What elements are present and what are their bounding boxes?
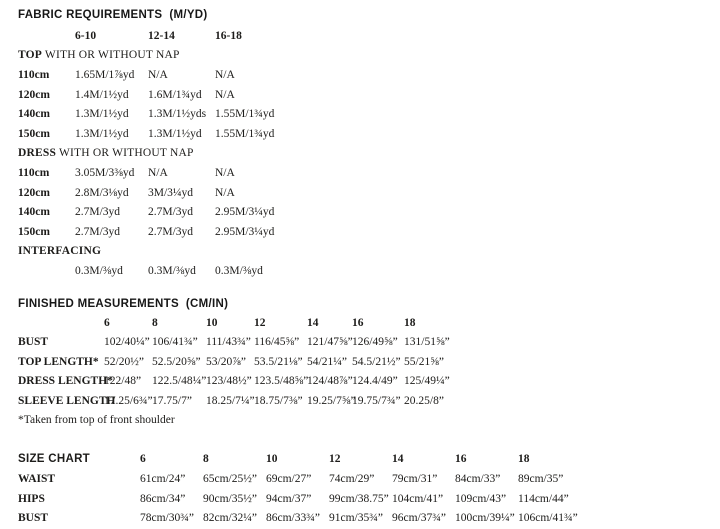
value-cell: 1.65M/1⅞yd <box>75 68 135 81</box>
row-label: 110cm <box>18 68 50 81</box>
size-header: 16 <box>455 453 467 466</box>
value-cell: N/A <box>215 186 235 199</box>
value-cell: 131/51⅝” <box>404 336 450 349</box>
empty-cell <box>18 261 75 281</box>
table-row <box>18 508 710 528</box>
value-cell: 123/48½” <box>206 375 252 388</box>
size-header-row <box>18 313 710 333</box>
value-cell: 20.25/8” <box>404 394 444 407</box>
value-cell: 84cm/33” <box>455 473 501 486</box>
garment-qualifier: WITH OR WITHOUT NAP <box>42 49 180 62</box>
value-cell: 78cm/30¾” <box>140 512 194 525</box>
size-header: 14 <box>392 453 404 466</box>
fabric-requirements-title: FABRIC REQUIREMENTS (M/YD) <box>18 9 208 21</box>
table-row <box>18 489 710 509</box>
value-cell: 69cm/27” <box>266 473 312 486</box>
value-cell: 3.05M/3⅜yd <box>75 166 135 179</box>
empty-cell <box>18 313 104 333</box>
value-cell: N/A <box>148 68 168 81</box>
garment-subheader-row <box>18 46 710 66</box>
size-range-header: 6-10 <box>75 29 97 42</box>
size-header: 18 <box>518 453 530 466</box>
fabric-requirements-table <box>18 26 710 281</box>
value-cell: N/A <box>215 88 235 101</box>
value-cell: 1.4M/1½yd <box>75 88 129 101</box>
value-cell: 3M/3¼yd <box>148 186 194 199</box>
row-label: HIPS <box>18 492 45 505</box>
size-header: 14 <box>307 316 319 329</box>
value-cell: 19.75/7¾” <box>352 394 401 407</box>
value-cell: 123.5/48⅝” <box>254 375 309 388</box>
size-header: 6 <box>140 453 146 466</box>
garment-qualifier: WITH OR WITHOUT NAP <box>56 147 194 160</box>
value-cell: 1.3M/1½yd <box>75 127 129 140</box>
size-header: 16 <box>352 316 364 329</box>
value-cell: 2.7M/3yd <box>148 225 194 238</box>
size-header: 18 <box>404 316 416 329</box>
size-header: 10 <box>266 453 278 466</box>
value-cell: 52/20½” <box>104 355 144 368</box>
size-range-header: 16-18 <box>215 29 242 42</box>
garment-name: INTERFACING <box>18 245 102 258</box>
size-range-header: 12-14 <box>148 29 175 42</box>
value-cell: 100cm/39¼” <box>455 512 515 525</box>
table-row <box>18 202 710 222</box>
value-cell: 89cm/35” <box>518 473 564 486</box>
value-cell: 126/49⅝” <box>352 336 398 349</box>
value-cell: 52.5/20⅝” <box>152 355 201 368</box>
value-cell: 2.7M/3yd <box>148 206 194 219</box>
size-header: 6 <box>104 316 110 329</box>
value-cell: 19.25/7⅝” <box>307 394 356 407</box>
value-cell: 125/49¼” <box>404 375 450 388</box>
value-cell: 54.5/21½” <box>352 355 401 368</box>
table-row <box>18 183 710 203</box>
value-cell: 65cm/25½” <box>203 473 257 486</box>
garment-name: DRESS <box>18 147 57 160</box>
finished-measurements-table <box>18 313 710 411</box>
value-cell: 124.4/49” <box>352 375 398 388</box>
value-cell: 99cm/38.75” <box>329 492 389 505</box>
value-cell: 1.3M/1½yds <box>148 108 207 121</box>
garment-name: TOP <box>18 49 43 62</box>
table-row <box>18 352 710 372</box>
table-row <box>18 469 710 489</box>
row-label: DRESS LENGTH* <box>18 375 113 388</box>
value-cell: 109cm/43” <box>455 492 507 505</box>
value-cell: 18.75/7⅜” <box>254 394 303 407</box>
table-row <box>18 163 710 183</box>
size-header-row <box>18 450 710 470</box>
size-header: 12 <box>329 453 341 466</box>
value-cell: 18.25/7¼” <box>206 394 255 407</box>
value-cell: 2.95M/3¼yd <box>215 225 275 238</box>
value-cell: 121/47⅝” <box>307 336 353 349</box>
value-cell: 86cm/34” <box>140 492 186 505</box>
dress-subheader <box>18 144 710 164</box>
value-cell: 1.6M/1¾yd <box>148 88 202 101</box>
row-label: TOP LENGTH* <box>18 355 99 368</box>
row-label: SLEEVE LENGTH <box>18 394 116 407</box>
value-cell: 102/40¼” <box>104 336 150 349</box>
value-cell: 106cm/41¾” <box>518 512 578 525</box>
value-cell: N/A <box>148 166 168 179</box>
value-cell: 104cm/41” <box>392 492 444 505</box>
value-cell: 116/45⅝” <box>254 336 300 349</box>
row-label: 120cm <box>18 88 50 101</box>
value-cell: 17.25/6¾” <box>104 394 153 407</box>
value-cell: 106/41¾” <box>152 336 198 349</box>
size-header: 10 <box>206 316 218 329</box>
table-row <box>18 124 710 144</box>
row-label: 140cm <box>18 206 50 219</box>
value-cell: 111/43¾” <box>206 336 251 349</box>
table-row <box>18 261 710 281</box>
value-cell: 2.95M/3¼yd <box>215 206 275 219</box>
row-label: 120cm <box>18 186 50 199</box>
row-label: BUST <box>18 336 49 349</box>
finished-measurements-title: FINISHED MEASUREMENTS (CM/IN) <box>18 297 229 310</box>
value-cell: 90cm/35½” <box>203 492 257 505</box>
row-label: 150cm <box>18 225 50 238</box>
value-cell: 114cm/44” <box>518 492 569 505</box>
value-cell: 94cm/37” <box>266 492 312 505</box>
table-row <box>18 332 710 352</box>
value-cell: 53.5/21⅛” <box>254 355 303 368</box>
value-cell: 1.55M/1¾yd <box>215 108 275 121</box>
size-header: 8 <box>152 316 158 329</box>
value-cell: 2.8M/3⅛yd <box>75 186 129 199</box>
value-cell: 124/48⅞” <box>307 375 353 388</box>
garment-subheader-row <box>18 242 710 262</box>
value-cell: N/A <box>215 68 235 81</box>
row-label: 110cm <box>18 166 50 179</box>
value-cell: 0.3M/⅜yd <box>215 264 263 277</box>
value-cell: 96cm/37¾” <box>392 512 446 525</box>
row-label: BUST <box>18 512 49 525</box>
row-label: 140cm <box>18 108 50 121</box>
value-cell: 79cm/31” <box>392 473 438 486</box>
size-chart-title: SIZE CHART <box>18 453 90 466</box>
value-cell: 0.3M/⅜yd <box>148 264 196 277</box>
value-cell: 2.7M/3yd <box>75 206 121 219</box>
top-subheader <box>18 46 710 66</box>
value-cell: 122/48” <box>104 375 142 388</box>
value-cell: 122.5/48¼” <box>152 375 207 388</box>
interfacing-subheader <box>18 242 710 262</box>
value-cell: 91cm/35¾” <box>329 512 383 525</box>
size-header: 12 <box>254 316 266 329</box>
value-cell: 2.7M/3yd <box>75 225 121 238</box>
value-cell: 86cm/33¾” <box>266 512 320 525</box>
value-cell: 61cm/24” <box>140 473 186 486</box>
empty-cell <box>18 26 75 46</box>
value-cell: 53/20⅞” <box>206 355 246 368</box>
value-cell: 54/21¼” <box>307 355 347 368</box>
row-label: WAIST <box>18 473 56 486</box>
value-cell: 1.3M/1½yd <box>75 108 129 121</box>
table-row <box>18 372 710 392</box>
table-row <box>18 65 710 85</box>
value-cell: 1.55M/1¾yd <box>215 127 275 140</box>
value-cell: 0.3M/⅜yd <box>75 264 123 277</box>
size-header-row <box>18 26 710 46</box>
table-row <box>18 85 710 105</box>
footnote: *Taken from top of front shoulder <box>18 413 175 426</box>
size-chart-table <box>18 450 710 528</box>
garment-subheader-row <box>18 144 710 164</box>
table-row <box>18 104 710 124</box>
value-cell: 74cm/29” <box>329 473 375 486</box>
value-cell: 17.75/7” <box>152 394 192 407</box>
value-cell: 1.3M/1½yd <box>148 127 202 140</box>
value-cell: 55/21⅝” <box>404 355 444 368</box>
value-cell: N/A <box>215 166 235 179</box>
table-row <box>18 391 710 411</box>
value-cell: 82cm/32¼” <box>203 512 257 525</box>
table-row <box>18 222 710 242</box>
size-header: 8 <box>203 453 209 466</box>
row-label: 150cm <box>18 127 50 140</box>
